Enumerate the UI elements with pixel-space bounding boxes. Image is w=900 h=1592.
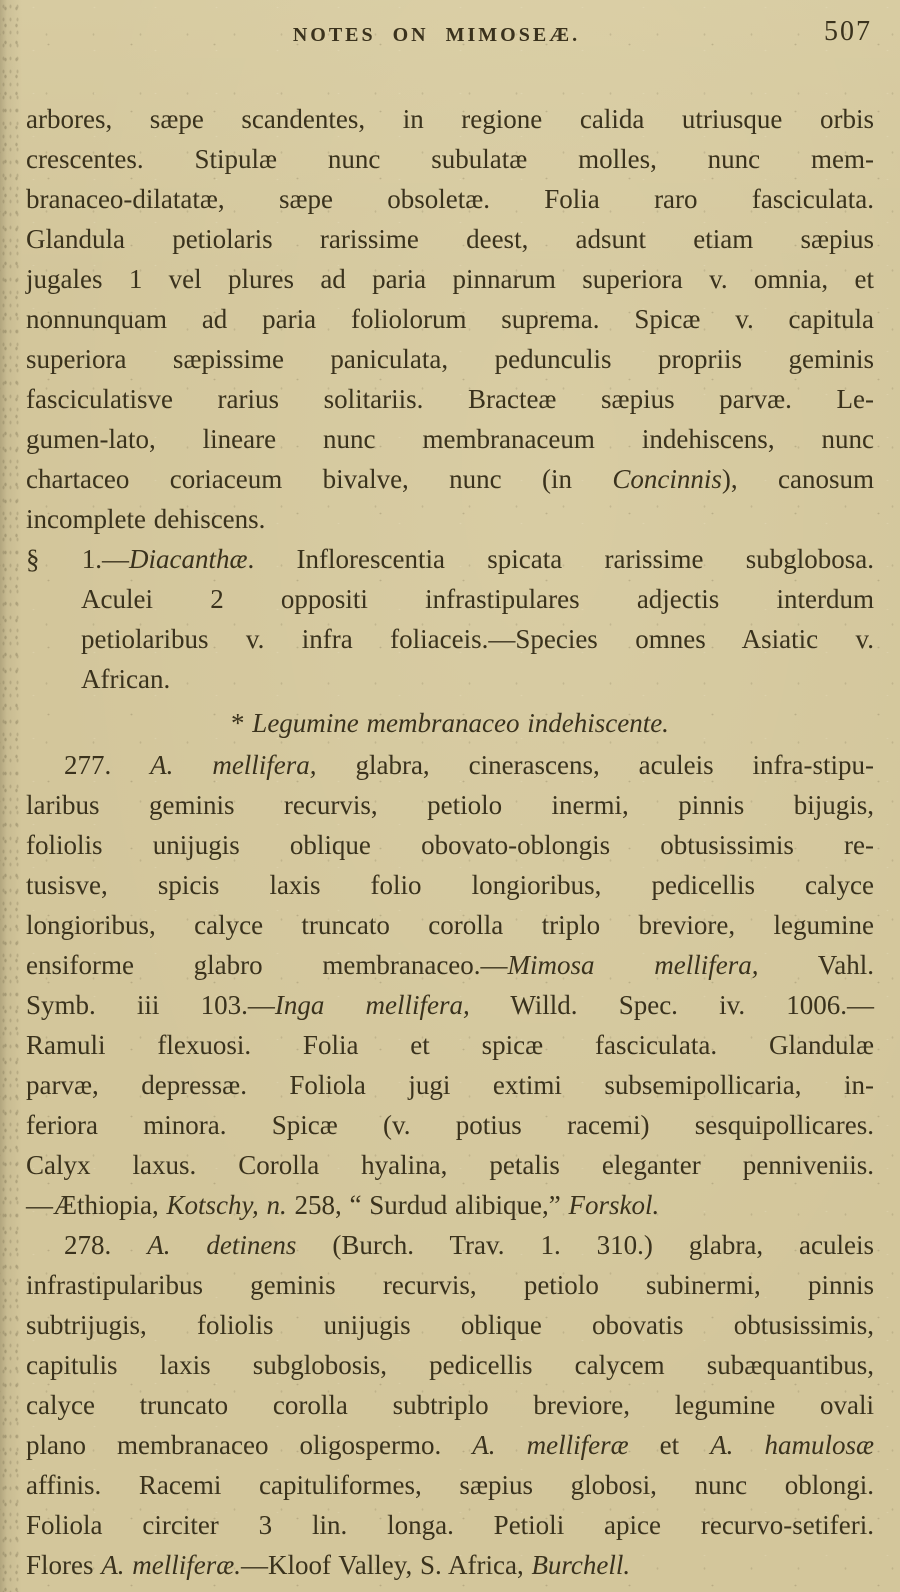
text-line: [26, 1145, 874, 1185]
text-line: [26, 339, 874, 379]
text-line: [26, 985, 874, 1025]
text-segment: affinis. Racemi capituliformes, sæpius globosi, nunc oblongi.: [26, 1470, 874, 1500]
text-segment: jugales 1 vel plures ad paria pinnarum superiora v. omnia, et: [26, 264, 874, 294]
page-text: [26, 99, 874, 1585]
text-line: [26, 865, 874, 905]
text-line: [26, 99, 874, 139]
text-line: [26, 1385, 874, 1425]
text-segment: feriora minora. Spicæ (v. potius racemi) sesquipollicares.: [26, 1110, 874, 1140]
text-line: [26, 619, 874, 659]
text-segment: fasciculatisve rarius solitariis. Bracteæ sæpius parvæ. Le-: [26, 384, 874, 414]
text-segment: branaceo-dilatatæ, sæpe obsoletæ. Folia raro fasciculata.: [26, 184, 874, 214]
text-line: [26, 1465, 874, 1505]
text-segment: glabra, cinerascens, aculeis infra-stipu-: [316, 750, 875, 780]
text-segment: —Kloof Valley, S. Africa,: [240, 1550, 532, 1580]
text-line: [26, 1065, 874, 1105]
text-line: [26, 905, 874, 945]
text-segment: Vahl.: [758, 950, 874, 980]
text-line: [26, 825, 874, 865]
text-line: [26, 1505, 874, 1545]
text-segment: infrastipularibus geminis recurvis, petiolo subinermi, pinnis: [26, 1270, 874, 1300]
text-line: [26, 379, 874, 419]
text-line: [26, 179, 874, 219]
text-line: [26, 579, 874, 619]
text-segment-italic: Kotschy, n.: [166, 1190, 287, 1220]
text-segment: chartaceo coriaceum bivalve, nunc (in: [26, 464, 613, 494]
text-segment-italic: Forskol.: [568, 1190, 660, 1220]
text-segment: superiora sæpissime paniculata, pedunculis propriis geminis: [26, 344, 874, 374]
text-line: [26, 499, 874, 539]
text-segment: —Æthiopia,: [26, 1190, 167, 1220]
text-segment: laribus geminis recurvis, petiolo inermi, pinnis bijugis,: [26, 790, 874, 820]
text-line: [26, 139, 874, 179]
text-line: [26, 459, 874, 499]
text-segment: crescentes. Stipulæ nunc subulatæ molles, nunc mem-: [26, 144, 874, 174]
text-segment-italic: Inga mellifera,: [274, 990, 470, 1020]
text-segment-italic: A. detinens: [147, 1230, 297, 1260]
text-line: [26, 945, 874, 985]
text-line: [26, 219, 874, 259]
text-segment: Glandula petiolaris rarissime deest, adsunt etiam sæpius: [26, 224, 874, 254]
text-segment: 277.: [64, 750, 151, 780]
text-line: [26, 1185, 874, 1225]
species-278: [26, 1225, 874, 1585]
text-line: [26, 785, 874, 825]
text-segment: subtrijugis, foliolis unijugis oblique obovatis obtusissimis,: [26, 1310, 874, 1340]
text-line: [26, 745, 874, 785]
text-segment: arbores, sæpe scandentes, in regione calida utriusque orbis: [26, 104, 874, 134]
text-segment: . Inflorescentia spicata rarissime subglobosa.: [247, 544, 874, 574]
text-line: [26, 1545, 874, 1585]
text-line: [26, 539, 874, 579]
text-segment: Calyx laxus. Corolla hyalina, petalis eleganter penniveniis.: [26, 1150, 874, 1180]
text-segment: et: [628, 1430, 711, 1460]
text-line: [26, 1025, 874, 1065]
text-segment: Flores: [26, 1550, 102, 1580]
text-segment-italic: Burchell.: [531, 1550, 631, 1580]
text-line: [26, 1225, 874, 1265]
text-segment: (Burch. Trav. 1. 310.) glabra, aculeis: [296, 1230, 874, 1260]
running-title: NOTES ON MIMOSEÆ.: [292, 24, 581, 46]
text-segment: ensiforme glabro membranaceo.—: [26, 950, 508, 980]
text-line: [26, 1265, 874, 1305]
text-segment: Symb. iii 103.—: [26, 990, 275, 1020]
text-line: [26, 1305, 874, 1345]
text-line: [26, 659, 874, 699]
text-line: [26, 419, 874, 459]
page-number: 507: [824, 16, 872, 47]
heading-legumine: [26, 703, 874, 743]
text-segment: *: [231, 708, 253, 738]
text-segment: gumen-lato, lineare nunc membranaceum indehiscens, nunc: [26, 424, 874, 454]
text-line: [26, 1105, 874, 1145]
text-segment: 278.: [64, 1230, 148, 1260]
text-segment: Foliola circiter 3 lin. longa. Petioli apice recurvo-setiferi.: [26, 1510, 874, 1540]
text-segment-italic: Legumine membranaceo indehiscente.: [252, 708, 669, 738]
text-segment-italic: Diacanthæ: [129, 544, 248, 574]
section-diacanthae: [26, 539, 874, 699]
text-segment: African.: [81, 664, 171, 694]
text-segment: capitulis laxis subglobosis, pedicellis calycem subæquantibus,: [26, 1350, 874, 1380]
text-segment-italic: A. hamulosæ: [710, 1430, 874, 1460]
text-segment: petiolaribus v. infra foliaceis.—Species omnes Asiatic v.: [81, 624, 874, 654]
text-segment-italic: A. melliferæ.: [101, 1550, 241, 1580]
text-segment: nonnunquam ad paria foliolorum suprema. Spicæ v. capitula: [26, 304, 874, 334]
text-segment: ), canosum: [721, 464, 874, 494]
text-segment: longioribus, calyce truncato corolla triplo breviore, legumine: [26, 910, 874, 940]
text-segment-italic: A. melliferæ: [472, 1430, 629, 1460]
text-segment: plano membranaceo oligospermo.: [26, 1430, 473, 1460]
text-segment-italic: A. mellifera,: [150, 750, 317, 780]
text-segment: incomplete dehiscens.: [26, 504, 266, 534]
text-segment: Willd. Spec. iv. 1006.—: [469, 990, 874, 1020]
text-segment: Aculei 2 oppositi infrastipulares adjectis interdum: [81, 584, 874, 614]
text-line: [26, 1345, 874, 1385]
text-segment: 258, “ Surdud alibique,”: [286, 1190, 569, 1220]
text-segment-italic: Concinnis: [612, 464, 722, 494]
text-line: [26, 703, 874, 743]
text-segment: Ramuli flexuosi. Folia et spicæ fasciculata. Glandulæ: [26, 1030, 874, 1060]
text-segment: § 1.—: [26, 544, 130, 574]
text-line: [26, 259, 874, 299]
text-segment-italic: Mimosa mellifera,: [507, 950, 759, 980]
scan-noise-left-edge: [0, 0, 20, 1592]
species-277: [26, 745, 874, 1225]
text-line: [26, 299, 874, 339]
text-segment: foliolis unijugis oblique obovato-oblongis obtusissimis re-: [26, 830, 874, 860]
text-segment: tusisve, spicis laxis folio longioribus, pedicellis calyce: [26, 870, 874, 900]
paragraph-continuation: [26, 99, 874, 539]
text-segment: calyce truncato corolla subtriplo breviore, legumine ovali: [26, 1390, 874, 1420]
text-segment: parvæ, depressæ. Foliola jugi extimi subsemipollicaria, in-: [26, 1070, 874, 1100]
text-line: [26, 1425, 874, 1465]
